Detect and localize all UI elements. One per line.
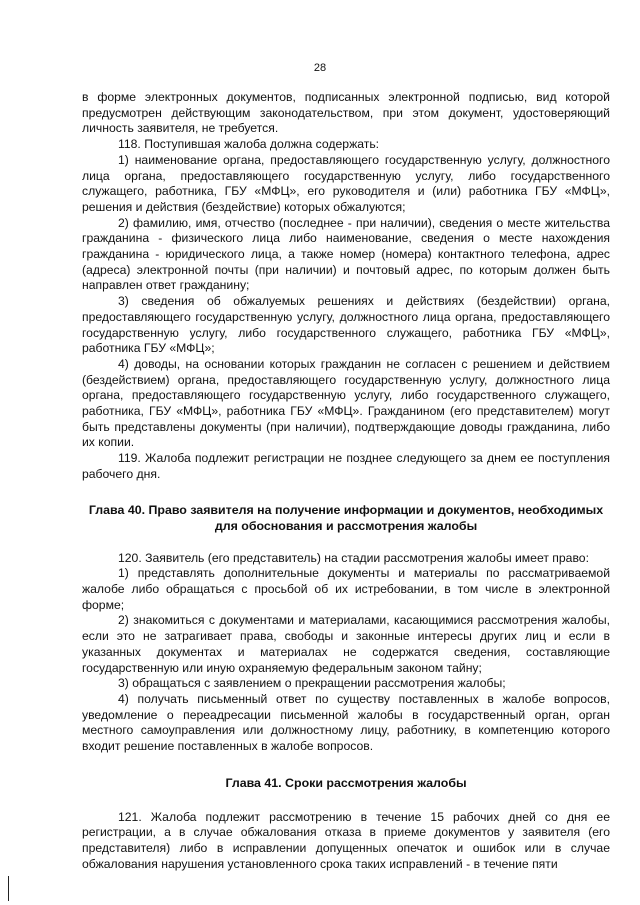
paragraph-120-item-3: 3) обращаться с заявлением о прекращении рассмотрения жалобы; — [118, 676, 506, 691]
paragraph-118-item-2: 2) фамилию, имя, отчество (последнее - при наличии), сведения о месте жительства гражданина - физического лица либо наименование, сведения о месте нахождения гражданина - юридического лица, а также номер (номера) контактного телефона, адрес (адреса) электронной почты (при наличии) и почтовый адрес, по которым должен быть направлен ответ гражданину; — [82, 215, 610, 293]
chapter-40-heading: Глава 40. Право заявителя на получение информации и документов, необходимых для обоснования и рассмотрения жалобы — [88, 502, 604, 533]
chapter-41-heading: Глава 41. Сроки рассмотрения жалобы — [225, 775, 467, 790]
paragraph-120-item-1: 1) представлять дополнительные документы и материалы по рассматриваемой жалобе либо обращаться с просьбой об их истребовании, в том числе в электронной форме; — [82, 566, 610, 612]
paragraph-119: 119. Жалоба подлежит регистрации не позднее следующего за днем ее поступления рабочего дня. — [82, 451, 610, 481]
document-body — [82, 90, 610, 873]
paragraph-118: 118. Поступившая жалоба должна содержать: — [118, 137, 380, 152]
paragraph-120: 120. Заявитель (его представитель) на стадии рассмотрения жалобы имеет право: — [118, 550, 589, 565]
paragraph-120-item-2: 2) знакомиться с документами и материалами, касающимися рассмотрения жалобы, если это не затрагивает права, свободы и законные интересы других лиц и если в указанных документах и материалах не содержатся сведения, составляющие государственную или иную охраняемую федеральным законом тайну; — [82, 613, 610, 675]
paragraph-121: 121. Жалоба подлежит рассмотрению в течение 15 рабочих дней со дня ее регистрации, а в случае обжалования отказа в приеме документов у заявителя (его представителя) либо в исправлении допущенных опечаток и ошибок или в случае обжалования нарушения установленного срока таких исправлений - в течение пяти — [82, 809, 610, 871]
paragraph-118-item-3: 3) сведения об обжалуемых решениях и действиях (бездействии) органа, предоставляющего государственную услугу, должностного лица органа, предоставляющего государственную услугу, либо государственного служащего, работника ГБУ «МФЦ», работника ГБУ «МФЦ»; — [82, 294, 610, 356]
paragraph-118-item-4: 4) доводы, на основании которых гражданин не согласен с решением и действием (бездействием) органа, предоставляющего государственную услугу, должностного лица органа, предоставляющего государственную услугу, либо государственного служащего, работника, ГБУ «МФЦ», работника ГБУ «МФЦ». Гражданином (его представителем) могут быть представлены документы (при наличии), подтверждающие доводы гражданина, либо их копии. — [82, 356, 610, 450]
paragraph-120-item-4: 4) получать письменный ответ по существу поставленных в жалобе вопросов, уведомление о переадресации письменной жалобы в государственный орган, орган местного самоуправления или должностному лицу, работнику, в компетенцию которого входит решение поставленных в жалобе вопросов. — [82, 691, 610, 754]
paragraph-118-item-1: 1) наименование органа, предоставляющего государственную услугу, должностного лица органа, предоставляющего государственную услугу, либо государственного служащего, работника, ГБУ «МФЦ», его руководителя и (или) работника ГБУ «МФЦ», решения и действия (бездействие) которых обжалуются; — [82, 152, 610, 214]
scan-margin-mark — [8, 876, 9, 901]
page-number: 28 — [313, 62, 327, 74]
paragraph-continuation: в форме электронных документов, подписанных электронной подписью, вид которой предусмотрен действующим законодательством, при этом документ, удостоверяющий личность заявителя, не требуется. — [82, 90, 610, 136]
